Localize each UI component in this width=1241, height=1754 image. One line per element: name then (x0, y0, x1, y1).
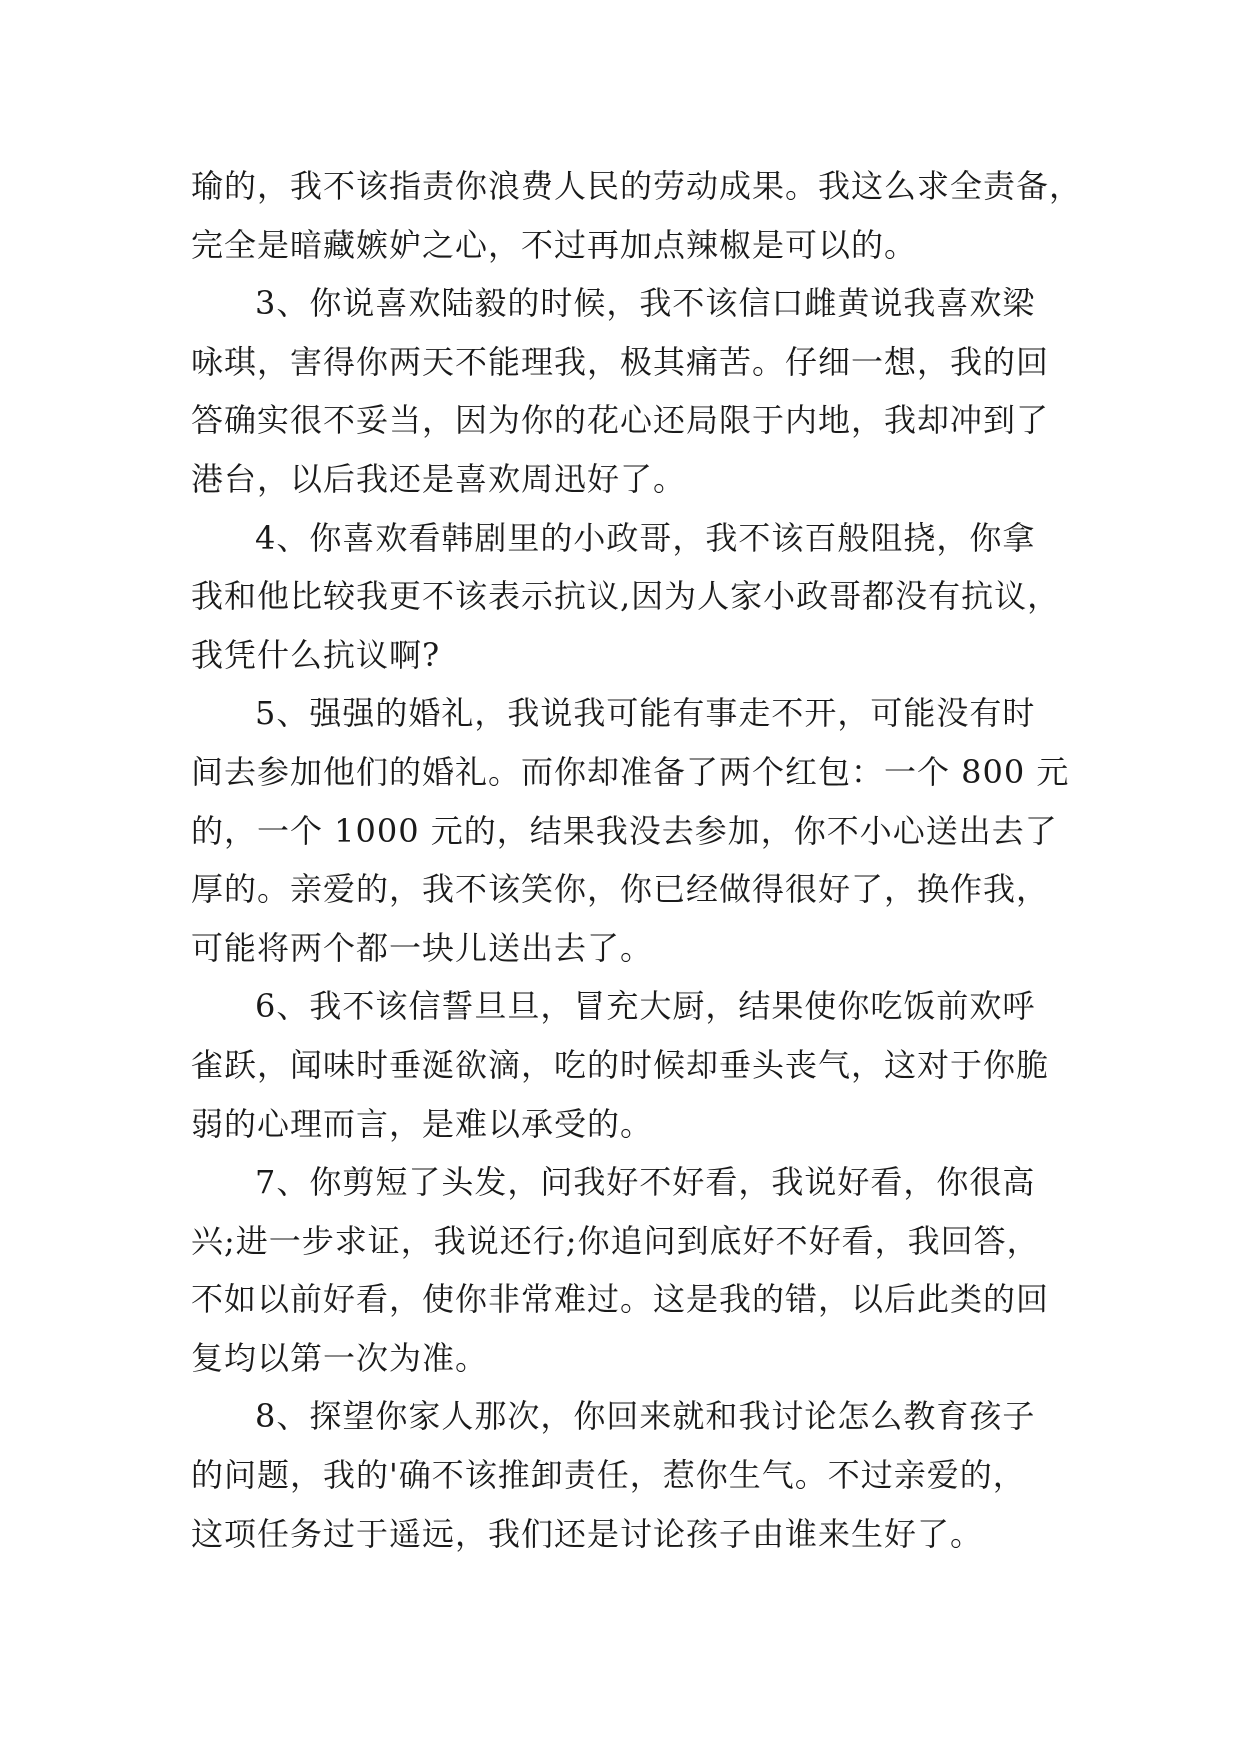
text-line: 港台，以后我还是喜欢周迅好了。 (191, 459, 687, 498)
text-line: 答确实很不妥当，因为你的花心还局限于内地，我却冲到了 (191, 401, 1050, 440)
text-line: 咏琪，害得你两天不能理我，极其痛苦。仔细一想，我的回 (191, 342, 1050, 381)
paragraph-item-8 (191, 1387, 1051, 1563)
text-line: 不如以前好看，使你非常难过。这是我的错，以后此类的回 (191, 1280, 1050, 1319)
text-line: 我和他比较我更不该表示抗议,因为人家小政哥都没有抗议， (191, 577, 1061, 616)
text-line: 的问题，我的'确不该推卸责任，惹你生气。不过亲爱的， (191, 1456, 1026, 1495)
paragraph-continuation (191, 157, 1083, 274)
text-line: 可能将两个都一块儿送出去了。 (191, 928, 654, 967)
paragraph-item-5 (191, 684, 1070, 977)
paragraph-item-3 (191, 274, 1051, 508)
text-line: 弱的心理而言，是难以承受的。 (191, 1104, 654, 1143)
text-line: 兴;进一步求证，我说还行;你追问到底好不好看，我回答， (191, 1221, 1040, 1260)
text-line: 4、你喜欢看韩剧里的小政哥，我不该百般阻挠，你拿 (255, 518, 1036, 557)
paragraph-item-4 (191, 509, 1061, 685)
text-line: 这项任务过于遥远，我们还是讨论孩子由谁来生好了。 (191, 1514, 984, 1553)
text-line: 8、探望你家人那次，你回来就和我讨论怎么教育孩子 (255, 1397, 1036, 1436)
text-line: 5、强强的婚礼，我说我可能有事走不开，可能没有时 (255, 694, 1036, 733)
paragraph-item-7 (191, 1153, 1051, 1387)
text-line: 雀跃，闻味时垂涎欲滴，吃的时候却垂头丧气，这对于你脆 (191, 1045, 1050, 1084)
text-line: 厚的。亲爱的，我不该笑你，你已经做得很好了，换作我， (191, 870, 1050, 909)
text-line: 我凭什么抗议啊? (191, 635, 441, 674)
text-line: 完全是暗藏嫉妒之心，不过再加点辣椒是可以的。 (191, 225, 918, 264)
text-line: 3、你说喜欢陆毅的时候，我不该信口雌黄说我喜欢梁 (255, 284, 1036, 323)
text-line: 复均以第一次为准。 (191, 1338, 489, 1377)
paragraph-item-6 (191, 977, 1051, 1153)
text-line: 间去参加他们的婚礼。而你却准备了两个红包：一个 800 元 (191, 752, 1070, 791)
document-body (191, 157, 1083, 1563)
text-line: 瑜的，我不该指责你浪费人民的劳动成果。我这么求全责备， (191, 167, 1083, 205)
text-line: 的，一个 1000 元的，结果我没去参加，你不小心送出去了 (191, 811, 1058, 850)
text-line: 6、我不该信誓旦旦，冒充大厨，结果使你吃饭前欢呼 (255, 987, 1036, 1026)
text-line: 7、你剪短了头发，问我好不好看，我说好看，你很高 (255, 1163, 1036, 1202)
